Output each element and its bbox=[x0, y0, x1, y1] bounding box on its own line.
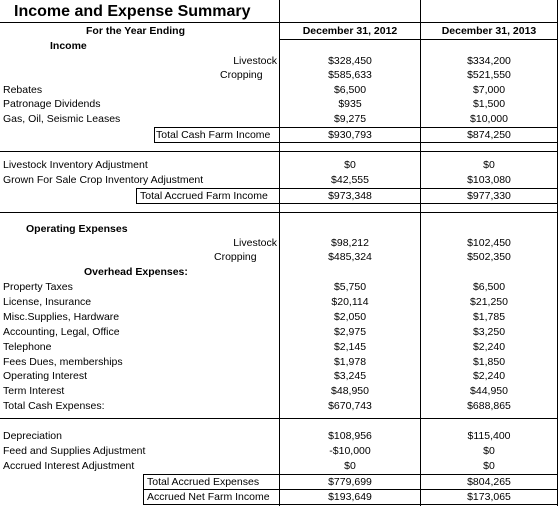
value-2013: $1,850 bbox=[472, 356, 506, 368]
value-2012: $3,245 bbox=[333, 370, 367, 382]
total-accrued-farm-income-label: Total Accrued Farm Income bbox=[140, 190, 268, 202]
row-label: Livestock Inventory Adjustment bbox=[3, 159, 148, 171]
value-2013: $0 bbox=[483, 159, 495, 171]
title-underline bbox=[0, 22, 558, 23]
value-2012: $20,114 bbox=[331, 296, 369, 308]
row-label: Telephone bbox=[3, 341, 52, 353]
row-label: Accounting, Legal, Office bbox=[3, 326, 120, 338]
value-2013: $0 bbox=[483, 445, 495, 457]
row-label: Grown For Sale Crop Inventory Adjustment bbox=[3, 174, 204, 186]
value-2012: -$10,000 bbox=[329, 445, 371, 457]
value-2013: $502,350 bbox=[467, 251, 511, 263]
row-label: Cropping bbox=[214, 251, 257, 263]
value-2013: $1,785 bbox=[472, 311, 506, 323]
value-2012: $2,975 bbox=[333, 326, 367, 338]
value-2012: $930,793 bbox=[328, 129, 372, 141]
value-2012: $48,950 bbox=[331, 385, 369, 397]
total-rule bbox=[143, 504, 558, 505]
value-2012: $6,500 bbox=[333, 84, 367, 96]
row-label: Livestock bbox=[233, 237, 277, 249]
accrued-net-farm-income-label: Accrued Net Farm Income bbox=[147, 491, 270, 503]
value-2012: $9,275 bbox=[333, 113, 367, 125]
row-label: Depreciation bbox=[3, 430, 62, 442]
section-rule bbox=[0, 151, 558, 152]
row-label: Accrued Interest Adjustment bbox=[3, 460, 135, 472]
value-2012: $585,633 bbox=[328, 69, 372, 81]
value-2012: $42,555 bbox=[331, 174, 369, 186]
row-label: Cropping bbox=[220, 69, 263, 81]
row-label: Fees Dues, memberships bbox=[3, 356, 123, 368]
value-2012: $328,450 bbox=[328, 55, 372, 67]
value-2012: $670,743 bbox=[328, 400, 372, 412]
page-title: Income and Expense Summary bbox=[14, 3, 251, 20]
section-overhead-expenses: Overhead Expenses: bbox=[84, 266, 188, 278]
value-2012: $973,348 bbox=[328, 190, 372, 202]
row-label: Rebates bbox=[3, 84, 43, 96]
value-2013: $804,265 bbox=[467, 476, 511, 488]
total-box-edge bbox=[136, 188, 137, 204]
value-2012: $2,145 bbox=[333, 341, 367, 353]
value-2012: $779,699 bbox=[328, 476, 372, 488]
value-2013: $102,450 bbox=[467, 237, 511, 249]
total-rule bbox=[136, 203, 558, 204]
value-2012: $1,978 bbox=[333, 356, 367, 368]
value-2013: $874,250 bbox=[467, 129, 511, 141]
value-2012: $98,212 bbox=[331, 237, 369, 249]
value-2012: $193,649 bbox=[328, 491, 372, 503]
value-2013: $10,000 bbox=[470, 113, 508, 125]
total-box-edge bbox=[143, 474, 144, 505]
value-2013: $115,400 bbox=[467, 430, 511, 442]
value-2013: $0 bbox=[483, 460, 495, 472]
header-underline bbox=[279, 39, 558, 40]
value-2012: $0 bbox=[344, 159, 356, 171]
value-2013: $44,950 bbox=[470, 385, 508, 397]
section-operating-expenses: Operating Expenses bbox=[26, 223, 128, 235]
total-cash-farm-income-label: Total Cash Farm Income bbox=[156, 129, 271, 141]
value-2013: $977,330 bbox=[467, 190, 511, 202]
section-rule bbox=[0, 212, 558, 213]
value-2013: $688,865 bbox=[467, 400, 511, 412]
total-rule bbox=[154, 142, 558, 143]
total-accrued-expenses-label: Total Accrued Expenses bbox=[147, 476, 260, 488]
row-label: Livestock bbox=[233, 55, 277, 67]
column-header-2013: December 31, 2013 bbox=[441, 25, 537, 37]
value-2013: $2,240 bbox=[472, 341, 506, 353]
row-label: Property Taxes bbox=[3, 281, 73, 293]
section-rule bbox=[0, 418, 558, 419]
row-label: Patronage Dividends bbox=[3, 98, 101, 110]
row-label: Feed and Supplies Adjustment bbox=[3, 445, 146, 457]
value-2012: $2,050 bbox=[333, 311, 367, 323]
value-2012: $5,750 bbox=[333, 281, 367, 293]
value-2013: $1,500 bbox=[472, 98, 506, 110]
row-label: License, Insurance bbox=[3, 296, 92, 308]
value-2013: $103,080 bbox=[467, 174, 511, 186]
value-2013: $173,065 bbox=[467, 491, 511, 503]
value-2013: $334,200 bbox=[467, 55, 511, 67]
row-label: Misc.Supplies, Hardware bbox=[3, 311, 120, 323]
value-2012: $108,956 bbox=[328, 430, 372, 442]
total-cash-expenses-label: Total Cash Expenses: bbox=[3, 400, 105, 412]
row-label: Operating Interest bbox=[3, 370, 88, 382]
value-2013: $521,550 bbox=[467, 69, 511, 81]
value-2013: $6,500 bbox=[472, 281, 506, 293]
row-label: Term Interest bbox=[3, 385, 65, 397]
value-2013: $3,250 bbox=[472, 326, 506, 338]
column-header-2012: December 31, 2012 bbox=[302, 25, 398, 37]
value-2013: $2,240 bbox=[472, 370, 506, 382]
total-box-edge bbox=[154, 127, 155, 143]
subtitle: For the Year Ending bbox=[86, 25, 185, 37]
value-2013: $21,250 bbox=[470, 296, 508, 308]
row-label: Gas, Oil, Seismic Leases bbox=[3, 113, 121, 125]
section-income: Income bbox=[50, 40, 87, 52]
value-2012: $935 bbox=[338, 98, 362, 110]
value-2012: $0 bbox=[344, 460, 356, 472]
value-2013: $7,000 bbox=[472, 84, 506, 96]
value-2012: $485,324 bbox=[328, 251, 372, 263]
